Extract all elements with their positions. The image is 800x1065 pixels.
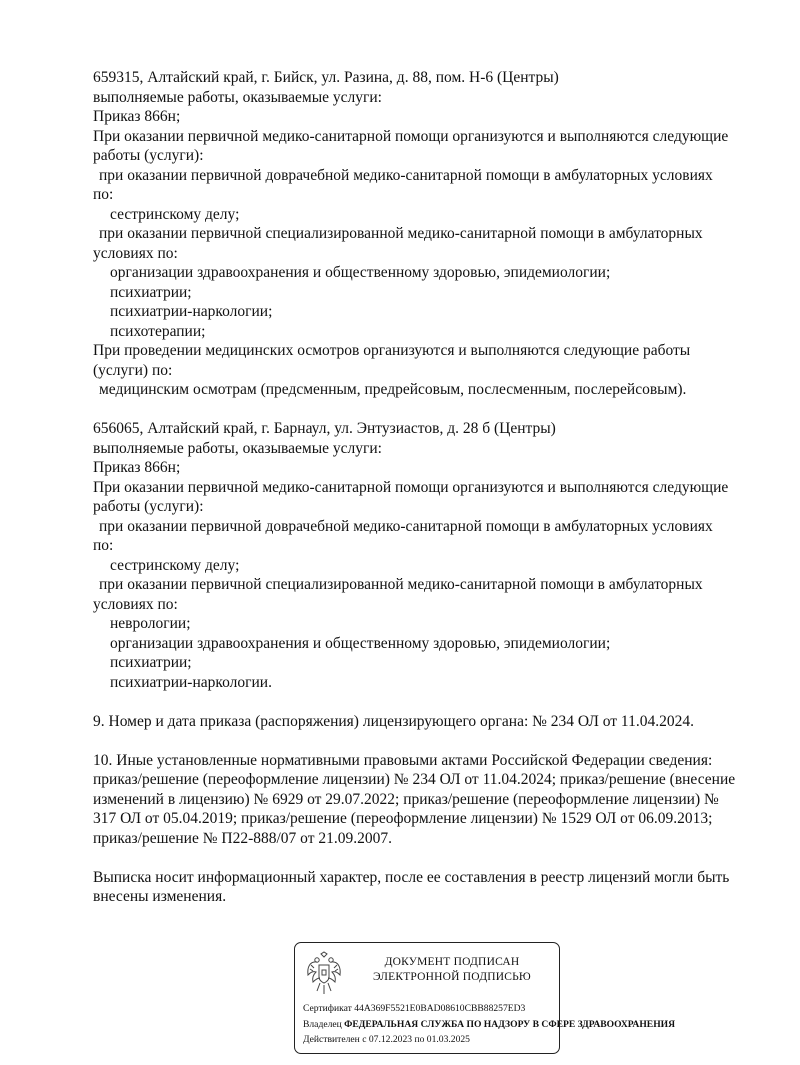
text-line: психиатрии-наркологии. — [110, 673, 272, 691]
valid-to-label: по — [414, 1034, 425, 1045]
validity-row — [303, 1032, 603, 1048]
text-line: внесены изменения. — [93, 888, 227, 905]
text-line: приказ/решение № П22-888/07 от 21.09.2007. — [93, 829, 393, 847]
text-line: выполняемые работы, оказываемые услуги: — [93, 439, 382, 457]
stamp-details — [303, 1001, 676, 1048]
certificate-row — [303, 1001, 603, 1017]
text-line: сестринскому делу; — [110, 556, 240, 574]
text-line: Приказ 866н; — [93, 459, 181, 476]
text-line: 317 ОЛ от 05.04.2019; приказ/решение (переоформление лицензии) № 1529 ОЛ от 06.09.2013; — [93, 810, 713, 827]
text-line: работы (услуги): — [93, 498, 204, 515]
owner-value: ФЕДЕРАЛЬНАЯ СЛУЖБА ПО НАДЗОРУ В СФЕРЕ ЗДРАВООХРАНЕНИЯ — [344, 1018, 676, 1030]
owner-row — [303, 1017, 676, 1033]
double-headed-eagle-emblem-icon — [305, 951, 343, 997]
text-line: (услуги) по: — [93, 361, 173, 379]
text-line: условиях по: — [93, 244, 178, 262]
text-line: неврологии; — [110, 615, 191, 632]
text-line: при оказании первичной доврачебной медико-санитарной помощи в амбулаторных условиях — [99, 166, 713, 184]
text-line: сестринскому делу; — [110, 205, 240, 223]
stamp-title-line2: ЭЛЕКТРОННОЙ ПОДПИСЬЮ — [373, 971, 531, 983]
text-line: выполняемые работы, оказываемые услуги: — [93, 88, 382, 106]
electronic-signature-stamp — [294, 942, 676, 1054]
text-line: психиатрии; — [110, 283, 192, 301]
text-line: по: — [93, 186, 114, 203]
valid-from: 07.12.2023 — [368, 1034, 413, 1045]
text-line: При оказании первичной медико-санитарной помощи организуются и выполняются следующие — [93, 478, 729, 496]
text-line: Приказ 866н; — [93, 108, 181, 125]
text-line: организации здравоохранения и общественному здоровью, эпидемиологии; — [110, 634, 611, 652]
valid-to: 01.03.2025 — [426, 1034, 470, 1045]
text-line: медицинским осмотрам (предсменным, предрейсовым, послесменным, послерейсовым). — [99, 381, 687, 398]
paragraph-gap — [93, 692, 773, 712]
text-line: При проведении медицинских осмотров организуются и выполняются следующие работы — [93, 342, 691, 359]
text-line: Выписка носит информационный характер, после ее составления в реестр лицензий могли быть — [93, 868, 730, 886]
text-line: 656065, Алтайский край, г. Барнаул, ул. Энтузиастов, д. 28 б (Центры) — [93, 420, 556, 437]
text-line: 10. Иные установленные нормативными правовыми актами Российской Федерации сведения: — [93, 751, 713, 769]
text-line: психиатрии-наркологии; — [110, 303, 273, 320]
text-line: при оказании первичной специализированной медико-санитарной помощи в амбулаторных — [99, 576, 703, 593]
text-line: при оказании первичной специализированной медико-санитарной помощи в амбулаторных — [99, 225, 703, 242]
text-line: психиатрии; — [110, 654, 192, 671]
text-line: При оказании первичной медико-санитарной помощи организуются и выполняются следующие — [93, 127, 729, 145]
valid-label: Действителен с — [303, 1034, 367, 1045]
text-line: 659315, Алтайский край, г. Бийск, ул. Разина, д. 88, пом. Н-6 (Центры) — [93, 69, 559, 86]
text-line: по: — [93, 537, 114, 554]
text-line: психотерапии; — [110, 322, 206, 340]
paragraph-gap — [93, 731, 773, 751]
text-line: приказ/решение (переоформление лицензии) № 234 ОЛ от 11.04.2024; приказ/решение (внесение — [93, 771, 736, 788]
certificate-value: 44A369F5521E0BAD08610CBB88257ED3 — [354, 1003, 526, 1014]
document-body — [93, 68, 773, 907]
text-line: работы (услуги): — [93, 147, 204, 164]
stamp-title — [357, 955, 547, 985]
text-line: организации здравоохранения и общественному здоровью, эпидемиологии; — [110, 264, 611, 281]
paragraph-gap — [93, 400, 773, 420]
text-line: 9. Номер и дата приказа (распоряжения) лицензирующего органа: № 234 ОЛ от 11.04.2024. — [93, 712, 694, 730]
paragraph-gap — [93, 848, 773, 868]
certificate-label: Сертификат — [303, 1003, 352, 1014]
owner-label: Владелец — [303, 1018, 342, 1030]
stamp-title-line1: ДОКУМЕНТ ПОДПИСАН — [384, 956, 520, 968]
text-line: изменений в лицензию) № 6929 от 29.07.2022; приказ/решение (переоформление лицензии) № — [93, 790, 719, 808]
text-line: условиях по: — [93, 595, 178, 613]
text-line: при оказании первичной доврачебной медико-санитарной помощи в амбулаторных условиях — [99, 517, 713, 535]
